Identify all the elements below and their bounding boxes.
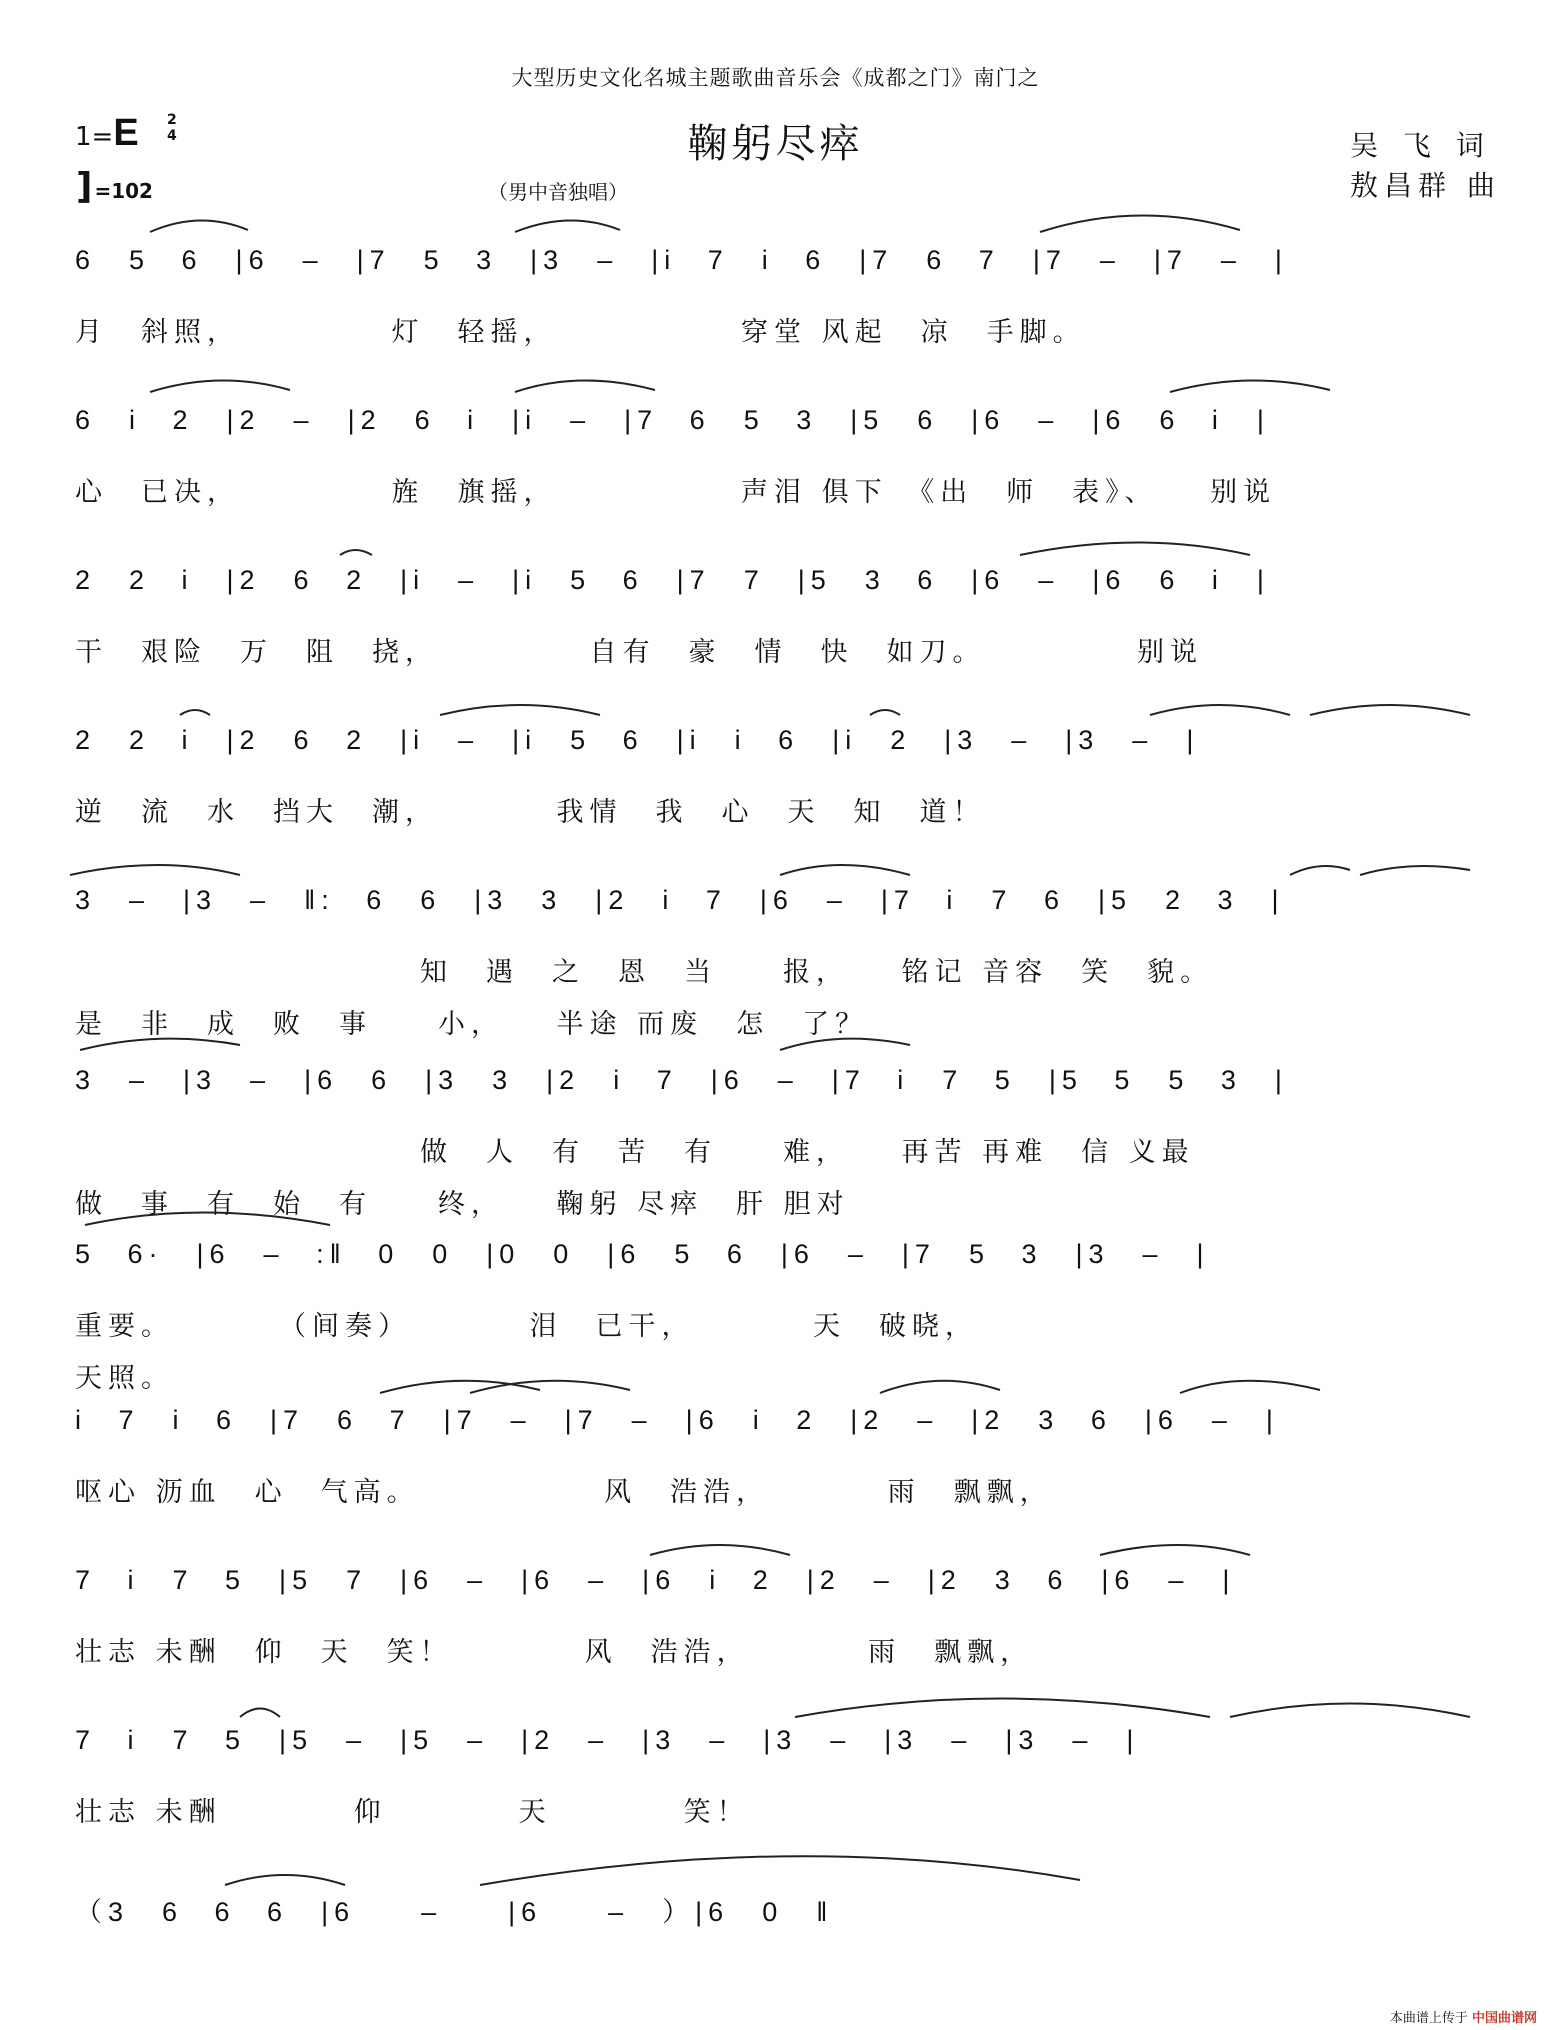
- slur: [1040, 215, 1240, 232]
- notation-row: （3 6 6 6 |6 – |6 – ）|6 0 ‖: [75, 1897, 834, 1927]
- lyric-line: 逆 流 水 挡大 潮， 我情 我 心 天 知 道！: [75, 797, 986, 828]
- lyric-line: 壮志 未酬 仰 天 笑！ 风 浩浩， 雨 飘飘，: [75, 1637, 1034, 1668]
- slur: [440, 705, 600, 715]
- notation-row: 6 i 2 |2 – |2 6 i |i – |7 6 5 3 |5 6 |6 – |6 6 i |: [75, 405, 1270, 435]
- slur: [870, 710, 900, 715]
- slur: [780, 1039, 910, 1050]
- slur: [780, 865, 910, 875]
- notation-row: 2 2 i |2 6 2 |i – |i 5 6 |7 7 |5 3 6 |6 – |6 6 i |: [75, 565, 1270, 595]
- slur: [1170, 380, 1330, 392]
- lyric-line: 干 艰险 万 阻 挠， 自有 豪 情 快 如刀。 别说: [75, 637, 1203, 668]
- notation-row: 6 5 6 |6 – |7 5 3 |3 – |i 7 i 6 |7 6 7 |7 – |7 – |: [75, 245, 1288, 275]
- slur: [340, 550, 372, 555]
- slur: [180, 710, 210, 715]
- slur: [85, 1213, 330, 1226]
- slur: [1310, 705, 1470, 715]
- voice-type: （男中音独唱）: [488, 180, 628, 204]
- footer-brand: 中国曲谱网: [1471, 2011, 1537, 2026]
- lyric-line: 月 斜照， 灯 轻摇， 穿堂 风起 凉 手脚。: [75, 317, 1086, 348]
- tempo-value: =102: [94, 179, 153, 203]
- slur: [150, 380, 290, 392]
- lyric-line: 是 非 成 败 事 小， 半途 而废 怎 了？: [75, 1009, 869, 1040]
- slur: [225, 1875, 345, 1885]
- slur: [240, 1709, 280, 1718]
- slur: [650, 1545, 790, 1555]
- slur: [150, 220, 248, 232]
- lyric-line: 重要。 （间奏） 泪 已干， 天 破晓，: [75, 1311, 978, 1342]
- notation-row: 7 i 7 5 |5 – |5 – |2 – |3 – |3 – |3 – |3 – |: [75, 1725, 1140, 1755]
- meter-top: 2: [167, 112, 177, 128]
- footer-upload: 本曲谱上传于: [1389, 2011, 1468, 2026]
- lyric-line: 做 事 有 始 有 终， 鞠躬 尽瘁 肝 胆对: [75, 1189, 850, 1220]
- notation-row: 3 – |3 – |6 6 |3 3 |2 i 7 |6 – |7 i 7 5 |5 5 5 3 |: [75, 1065, 1288, 1095]
- quarter-note-icon: ]: [76, 166, 93, 207]
- slur: [795, 1699, 1210, 1718]
- meter-bottom: 4: [167, 128, 177, 144]
- key-prefix: 1=: [75, 122, 114, 152]
- slur: [1230, 1704, 1470, 1718]
- slur: [515, 220, 620, 232]
- key-letter: E: [113, 112, 139, 154]
- notation-row: i 7 i 6 |7 6 7 |7 – |7 – |6 i 2 |2 – |2 3 6 |6 – |: [75, 1405, 1279, 1435]
- song-title: 鞠躬尽瘁: [687, 121, 864, 167]
- footer: [1390, 2007, 1537, 2026]
- notation-row: 5 6· |6 – :‖ 0 0 |0 0 |6 5 6 |6 – |7 5 3 |3 – |: [75, 1239, 1210, 1269]
- lyric-line: 做 人 有 苦 有 难， 再苦 再难 信 义最: [420, 1137, 1195, 1168]
- notation-row: 3 – |3 – ‖: 6 6 |3 3 |2 i 7 |6 – |7 i 7 6 |5 2 3 |: [75, 885, 1285, 915]
- slur: [1100, 1545, 1250, 1555]
- notation-row: 2 2 i |2 6 2 |i – |i 5 6 |i i 6 |i 2 |3 – |3 – |: [75, 725, 1200, 755]
- composer: 敖昌群 曲: [1350, 169, 1501, 202]
- notation-row: 7 i 7 5 |5 7 |6 – |6 – |6 i 2 |2 – |2 3 6 |6 – |: [75, 1565, 1236, 1595]
- slur: [1180, 1381, 1320, 1393]
- slur: [1360, 866, 1470, 875]
- lyric-line: 天照。: [75, 1363, 174, 1394]
- lyric-line: 心 已决， 旌 旗摇， 声泪 俱下 《出 师 表》、 别说: [75, 477, 1277, 508]
- slur: [880, 1381, 1000, 1393]
- slur: [515, 380, 655, 392]
- lyric-line: 壮志 未酬 仰 天 笑！: [75, 1797, 750, 1828]
- slur: [80, 1039, 240, 1050]
- slur: [1020, 543, 1250, 556]
- subtitle: 大型历史文化名城主题歌曲音乐会《成都之门》南门之: [511, 66, 1040, 90]
- slur: [70, 865, 240, 875]
- lyric-line: 呕心 沥血 心 气高。 风 浩浩， 雨 飘飘，: [75, 1477, 1053, 1508]
- lyricist: 吴 飞 词: [1350, 129, 1492, 162]
- slur: [1150, 705, 1290, 715]
- slur: [480, 1856, 1080, 1885]
- lyric-line: 知 遇 之 恩 当 报， 铭记 音容 笑 貌。: [420, 957, 1214, 988]
- slur: [1290, 866, 1350, 875]
